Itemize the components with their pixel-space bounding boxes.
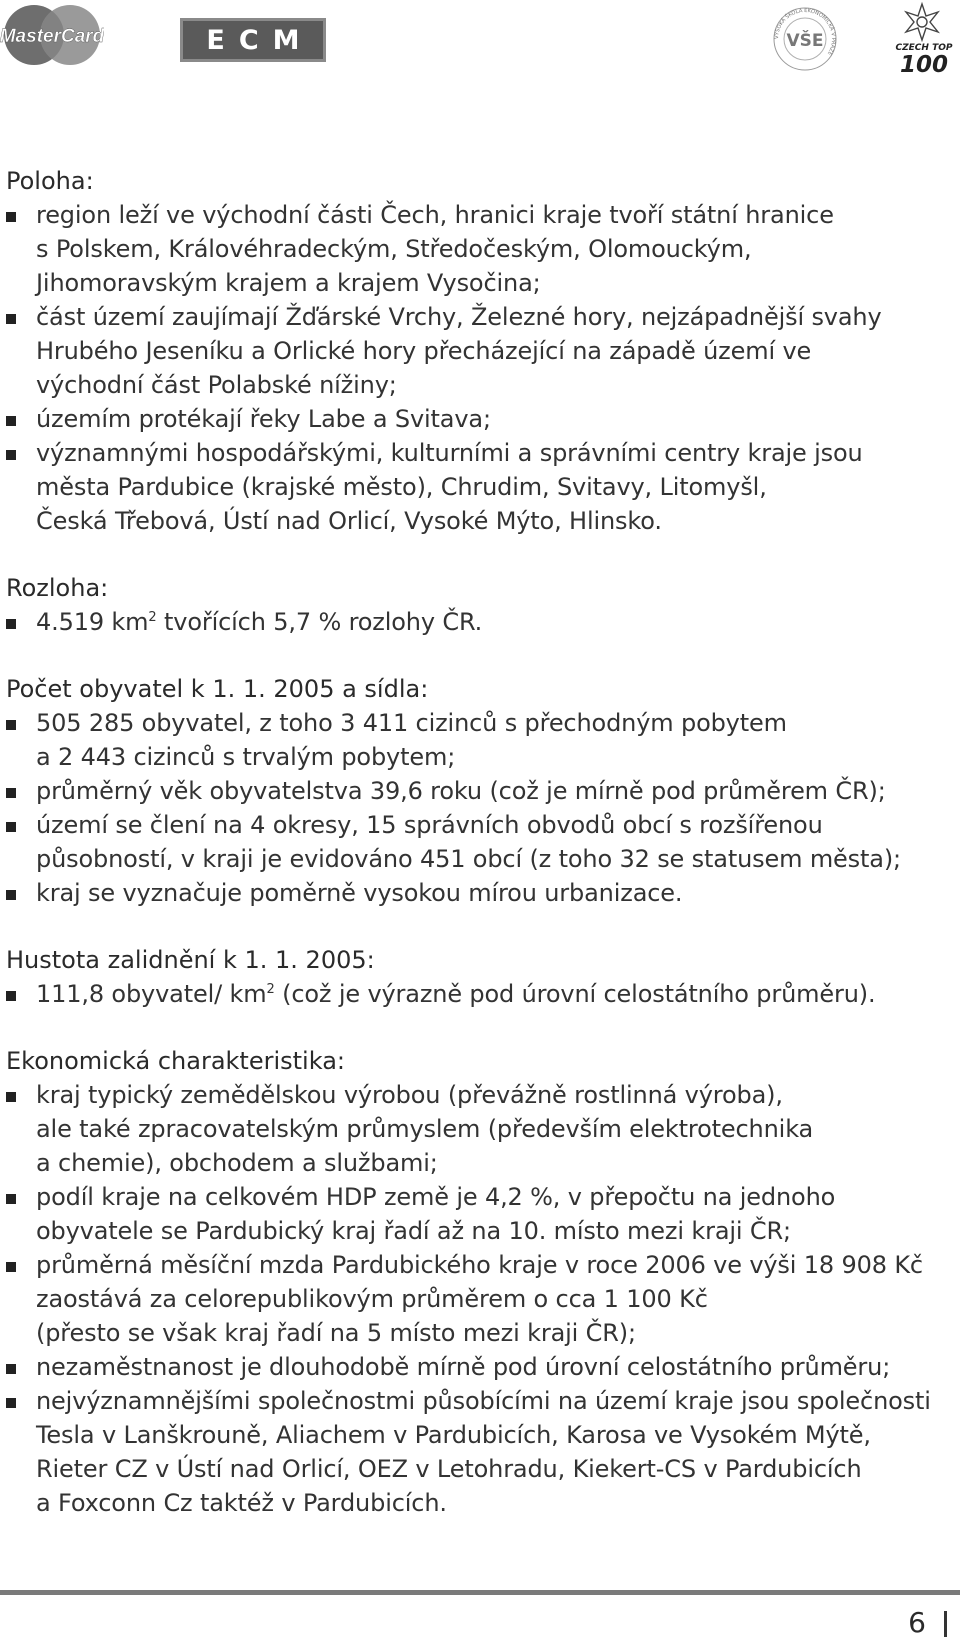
list-item-text: kraj se vyznačuje poměrně vysokou mírou urbanizace. bbox=[36, 879, 683, 907]
square-bullet-icon bbox=[6, 314, 16, 324]
bullet-list bbox=[6, 706, 956, 910]
square-bullet-icon bbox=[6, 1364, 16, 1374]
list-item bbox=[6, 1078, 956, 1180]
list-item-text: územím protékají řeky Labe a Svitava; bbox=[36, 405, 491, 433]
list-item-text: území se člení na 4 okresy, 15 správních obvodů obcí s rozšířenou působností, v kraji je evidováno 451 obcí (z toho 32 se statusem města); bbox=[36, 811, 901, 873]
logo-bar bbox=[0, 0, 960, 80]
section-pocet-obyvatel bbox=[6, 672, 956, 910]
bullet-list bbox=[6, 1078, 956, 1520]
list-item-text: 505 285 obyvatel, z toho 3 411 cizinců s přechodným pobytem a 2 443 cizinců s trvalým pobytem; bbox=[36, 709, 787, 771]
list-item bbox=[6, 1180, 956, 1248]
list-item-text: kraj typický zemědělskou výrobou (převážně rostlinná výroba), ale také zpracovatelským průmyslem (především elektrotechnika a chemie), obchodem a službami; bbox=[36, 1081, 814, 1177]
list-item-text: významnými hospodářskými, kulturními a správními centry kraje jsou města Pardubice (krajské město), Chrudim, Svitavy, Litomyšl, Česká Třebová, Ústí nad Orlicí, Vysoké Mýto, Hlinsko. bbox=[36, 439, 863, 535]
unit-superscript: 2 bbox=[148, 610, 157, 625]
square-bullet-icon bbox=[6, 788, 16, 798]
unit-superscript: 2 bbox=[266, 982, 275, 997]
section-rozloha bbox=[6, 571, 956, 639]
mastercard-logo-text: MasterCard bbox=[0, 26, 104, 47]
square-bullet-icon bbox=[6, 450, 16, 460]
square-bullet-icon bbox=[6, 212, 16, 222]
list-item-text: průměrná měsíční mzda Pardubického kraje v roce 2006 ve výši 18 908 Kč zaostává za celorepublikovým průměrem o cca 1 100 Kč (přesto se však kraj řadí na 5 místo mezi kraji ČR); bbox=[36, 1251, 923, 1347]
square-bullet-icon bbox=[6, 1194, 16, 1204]
czech-top-100-number: 100 bbox=[899, 52, 949, 76]
list-item bbox=[6, 876, 956, 910]
bullet-list bbox=[6, 605, 956, 639]
list-item-text: 111,8 obyvatel/ km bbox=[36, 980, 267, 1008]
square-bullet-icon bbox=[6, 416, 16, 426]
list-item bbox=[6, 1350, 956, 1384]
list-item bbox=[6, 300, 956, 402]
vse-logo-ring-text: VYSOKÁ ŠKOLA EKONOMICKÁ V PRAZE bbox=[773, 7, 837, 56]
vse-logo-text: VŠE bbox=[786, 31, 824, 51]
section-poloha bbox=[6, 164, 956, 538]
list-item-text: podíl kraje na celkovém HDP země je 4,2 %, v přepočtu na jednoho obyvatele se Pardubický kraj řadí až na 10. místo mezi kraji ČR; bbox=[36, 1183, 836, 1245]
bullet-list bbox=[6, 198, 956, 538]
section-hustota-zalidneni bbox=[6, 943, 956, 1011]
page-number-separator bbox=[944, 1611, 947, 1637]
list-item bbox=[6, 774, 956, 808]
section-heading: Počet obyvatel k 1. 1. 2005 a sídla: bbox=[6, 675, 429, 703]
list-item bbox=[6, 808, 956, 876]
section-heading: Rozloha: bbox=[6, 574, 109, 602]
list-item bbox=[6, 1248, 956, 1350]
list-item-text: tvořících 5,7 % rozlohy ČR. bbox=[156, 608, 483, 636]
list-item bbox=[6, 402, 956, 436]
square-bullet-icon bbox=[6, 720, 16, 730]
mastercard-logo bbox=[0, 4, 104, 66]
list-item bbox=[6, 436, 956, 538]
list-item-text: nezaměstnanost je dlouhodobě mírně pod úrovní celostátního průměru; bbox=[36, 1353, 891, 1381]
document-content bbox=[6, 164, 956, 1520]
square-bullet-icon bbox=[6, 822, 16, 832]
section-ekonomicka-charakteristika bbox=[6, 1044, 956, 1520]
square-bullet-icon bbox=[6, 1092, 16, 1102]
list-item-text: (což je výrazně pod úrovní celostátního průměru). bbox=[274, 980, 876, 1008]
list-item bbox=[6, 198, 956, 300]
list-item bbox=[6, 1384, 956, 1520]
page-number: 6 bbox=[908, 1606, 926, 1639]
square-bullet-icon bbox=[6, 619, 16, 629]
list-item-text: nejvýznamnějšími společnostmi působícími na území kraje jsou společnosti Tesla v Lanškrouně, Aliachem v Pardubicích, Karosa ve Vysokém Mýtě, Rieter CZ v Ústí nad Orlicí, OEZ v Letohradu, Kiekert-CS v Pardubicích a Foxconn Cz taktéž v Pardubicích. bbox=[36, 1387, 931, 1517]
list-item-text: 4.519 km bbox=[36, 608, 149, 636]
czech-top-100-logo bbox=[884, 0, 960, 76]
section-heading: Ekonomická charakteristika: bbox=[6, 1047, 345, 1075]
ecm-logo bbox=[180, 18, 326, 62]
square-bullet-icon bbox=[6, 1398, 16, 1408]
list-item bbox=[6, 605, 956, 639]
list-item-text: část území zaujímají Žďárské Vrchy, Železné hory, nejzápadnější svahy Hrubého Jeseníku a Orlické hory přecházející na západě území ve východní část Polabské nížiny; bbox=[36, 303, 882, 399]
section-heading: Poloha: bbox=[6, 167, 94, 195]
list-item-text: region leží ve východní části Čech, hranici kraje tvoří státní hranice s Polskem, Královéhradeckým, Středočeským, Olomouckým, Jihomoravským krajem a krajem Vysočina; bbox=[36, 201, 834, 297]
footer-divider bbox=[0, 1590, 960, 1595]
square-bullet-icon bbox=[6, 991, 16, 1001]
list-item bbox=[6, 706, 956, 774]
list-item bbox=[6, 977, 956, 1011]
bullet-list bbox=[6, 977, 956, 1011]
square-bullet-icon bbox=[6, 890, 16, 900]
list-item-text: průměrný věk obyvatelstva 39,6 roku (což je mírně pod průměrem ČR); bbox=[36, 777, 886, 805]
ecm-logo-text: ECM bbox=[206, 24, 314, 56]
czech-top-100-label: CZECH TOP bbox=[895, 43, 953, 53]
section-heading: Hustota zalidnění k 1. 1. 2005: bbox=[6, 946, 375, 974]
vse-logo bbox=[770, 6, 840, 72]
square-bullet-icon bbox=[6, 1262, 16, 1272]
